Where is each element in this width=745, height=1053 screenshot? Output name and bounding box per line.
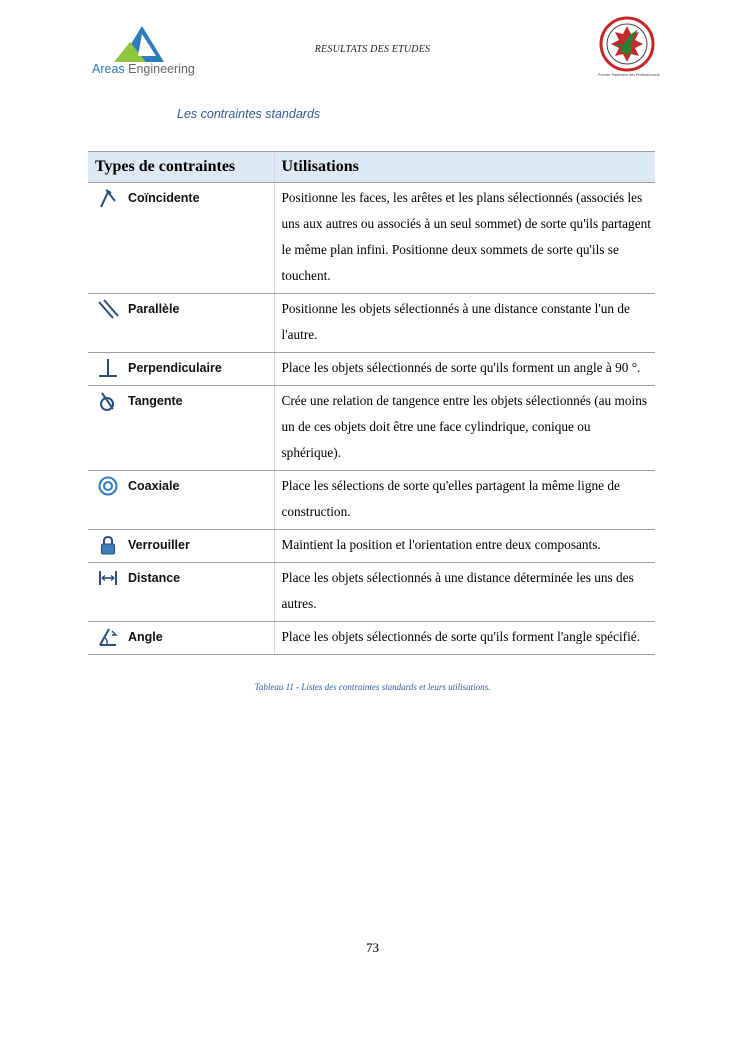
section-heading: Les contraintes standards xyxy=(177,107,321,121)
constraint-type-label: Coïncidente xyxy=(128,191,200,205)
constraint-type-label: Parallèle xyxy=(128,302,180,316)
seal-emblem-icon xyxy=(596,16,658,72)
constraint-type-label: Angle xyxy=(128,630,163,644)
table-row xyxy=(88,353,655,386)
constraint-use-cell: Place les objets sélectionnés de sorte qu'ils forment l'angle spécifié. xyxy=(274,622,655,655)
page-header-title: RESULTATS DES ETUDES xyxy=(314,44,431,55)
parallel-icon xyxy=(97,298,119,320)
constraint-use-cell: Positionne les faces, les arêtes et les plans sélectionnés (associés les uns aux autres ou associés à un seul sommet) de sorte qu'ils partagent le même plan infini. Positionne deux sommets de sorte qu'ils se touchent. xyxy=(274,183,655,294)
constraint-type-label: Distance xyxy=(128,571,181,585)
perpendicular-icon xyxy=(97,357,119,379)
constraint-type-label: Tangente xyxy=(128,394,183,408)
constraint-use-cell: Place les objets sélectionnés de sorte qu'ils forment un angle à 90 °. xyxy=(274,353,655,386)
constraint-use-cell: Place les sélections de sorte qu'elles partagent la même ligne de construction. xyxy=(274,471,655,530)
constraints-table xyxy=(88,151,655,655)
table-row xyxy=(88,471,655,530)
constraint-type-label: Perpendiculaire xyxy=(128,361,222,375)
constraint-use-cell: Place les objets sélectionnés à une distance déterminée les uns des autres. xyxy=(274,563,655,622)
constraint-type-cell xyxy=(88,353,274,386)
constraint-use-cell: Crée une relation de tangence entre les objets sélectionnés (au moins un de ces objets doit être une face cylindrique, conique ou sphérique). xyxy=(274,386,655,471)
constraint-type-cell xyxy=(88,471,274,530)
constraint-type-cell xyxy=(88,183,274,294)
table-row xyxy=(88,386,655,471)
distance-icon xyxy=(97,567,119,589)
coincident-icon xyxy=(97,187,119,209)
constraint-type-cell xyxy=(88,622,274,655)
column-header-types: Types de contraintes xyxy=(88,152,274,183)
constraint-type-cell xyxy=(88,563,274,622)
page-number: 73 xyxy=(366,940,379,955)
table-row xyxy=(88,183,655,294)
logo-brand-text: Areas Engineering xyxy=(92,62,195,76)
partner-seal-logo xyxy=(596,16,658,80)
constraint-type-cell xyxy=(88,530,274,563)
constraint-type-label: Verrouiller xyxy=(128,538,190,552)
table-row xyxy=(88,563,655,622)
table-header-row xyxy=(88,152,655,183)
angle-icon xyxy=(97,626,119,648)
table-row xyxy=(88,530,655,563)
constraint-use-cell: Positionne les objets sélectionnés à une distance constante l'un de l'autre. xyxy=(274,294,655,353)
column-header-utilisations: Utilisations xyxy=(274,152,655,183)
constraint-use-cell: Maintient la position et l'orientation entre deux composants. xyxy=(274,530,655,563)
constraint-type-cell xyxy=(88,294,274,353)
table-row xyxy=(88,294,655,353)
constraint-type-cell xyxy=(88,386,274,471)
coaxial-icon xyxy=(97,475,119,497)
seal-caption: Premier Partenaire des Professionnels xyxy=(598,73,660,77)
lock-icon xyxy=(97,534,119,556)
table-caption: Tableau 11 - Listes des contraintes standards et leurs utilisations. xyxy=(254,682,491,692)
constraint-type-label: Coaxiale xyxy=(128,479,180,493)
table-row xyxy=(88,622,655,655)
tangent-icon xyxy=(97,390,119,412)
